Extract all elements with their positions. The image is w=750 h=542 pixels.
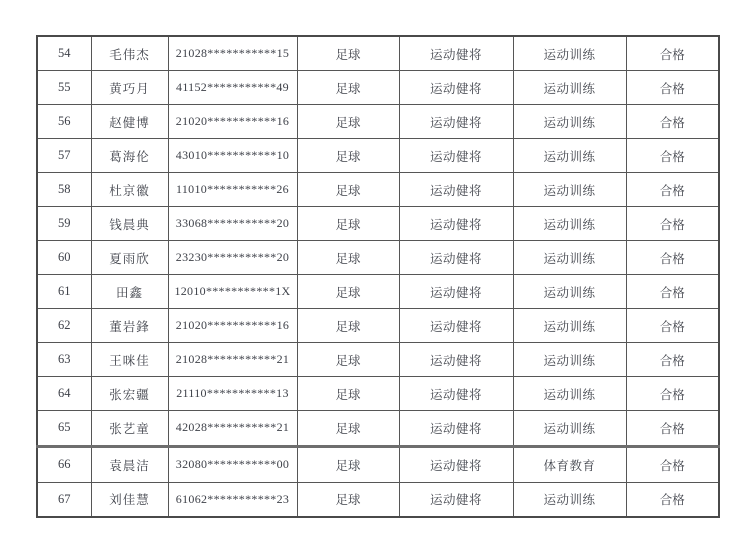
table-row bbox=[37, 309, 719, 343]
cell-athlete-level: 运动健将 bbox=[399, 343, 513, 377]
cell-athlete-level: 运动健将 bbox=[399, 446, 513, 482]
cell-athlete-level: 运动健将 bbox=[399, 139, 513, 173]
cell-athlete-level: 运动健将 bbox=[399, 241, 513, 275]
cell-major: 运动训练 bbox=[513, 411, 626, 447]
cell-major: 运动训练 bbox=[513, 241, 626, 275]
table-row bbox=[37, 446, 719, 482]
athlete-roster-table bbox=[36, 35, 720, 518]
table-row bbox=[37, 482, 719, 517]
cell-result: 合格 bbox=[626, 343, 719, 377]
cell-major: 运动训练 bbox=[513, 71, 626, 105]
cell-result: 合格 bbox=[626, 139, 719, 173]
cell-id-number: 61062***********23 bbox=[168, 482, 297, 517]
cell-id-number: 32080***********00 bbox=[168, 446, 297, 482]
table-body bbox=[37, 36, 719, 517]
table-row bbox=[37, 105, 719, 139]
cell-row-number: 64 bbox=[37, 377, 91, 411]
cell-sport: 足球 bbox=[297, 105, 399, 139]
cell-id-number: 42028***********21 bbox=[168, 411, 297, 447]
cell-id-number: 21020***********16 bbox=[168, 105, 297, 139]
table-row bbox=[37, 139, 719, 173]
cell-major: 运动训练 bbox=[513, 275, 626, 309]
cell-major: 运动训练 bbox=[513, 105, 626, 139]
cell-major: 运动训练 bbox=[513, 173, 626, 207]
table-row bbox=[37, 207, 719, 241]
cell-row-number: 59 bbox=[37, 207, 91, 241]
cell-athlete-name: 毛伟杰 bbox=[91, 36, 168, 71]
cell-row-number: 56 bbox=[37, 105, 91, 139]
table-row bbox=[37, 411, 719, 447]
cell-athlete-level: 运动健将 bbox=[399, 105, 513, 139]
cell-row-number: 63 bbox=[37, 343, 91, 377]
cell-athlete-level: 运动健将 bbox=[399, 411, 513, 447]
cell-row-number: 57 bbox=[37, 139, 91, 173]
cell-athlete-name: 钱晨典 bbox=[91, 207, 168, 241]
cell-athlete-level: 运动健将 bbox=[399, 207, 513, 241]
cell-athlete-level: 运动健将 bbox=[399, 275, 513, 309]
cell-id-number: 43010***********10 bbox=[168, 139, 297, 173]
cell-sport: 足球 bbox=[297, 36, 399, 71]
cell-sport: 足球 bbox=[297, 343, 399, 377]
cell-major: 运动训练 bbox=[513, 377, 626, 411]
cell-major: 运动训练 bbox=[513, 309, 626, 343]
cell-major: 运动训练 bbox=[513, 482, 626, 517]
cell-row-number: 54 bbox=[37, 36, 91, 71]
cell-athlete-level: 运动健将 bbox=[399, 309, 513, 343]
table-row bbox=[37, 241, 719, 275]
cell-sport: 足球 bbox=[297, 377, 399, 411]
table-row bbox=[37, 173, 719, 207]
cell-athlete-name: 杜京徽 bbox=[91, 173, 168, 207]
cell-result: 合格 bbox=[626, 411, 719, 447]
cell-id-number: 23230***********20 bbox=[168, 241, 297, 275]
cell-athlete-name: 黄巧月 bbox=[91, 71, 168, 105]
cell-major: 运动训练 bbox=[513, 207, 626, 241]
cell-sport: 足球 bbox=[297, 482, 399, 517]
cell-athlete-name: 袁晨洁 bbox=[91, 446, 168, 482]
table-row bbox=[37, 275, 719, 309]
cell-id-number: 21110***********13 bbox=[168, 377, 297, 411]
cell-id-number: 12010***********1X bbox=[168, 275, 297, 309]
cell-sport: 足球 bbox=[297, 275, 399, 309]
cell-row-number: 66 bbox=[37, 446, 91, 482]
cell-athlete-name: 董岩鋒 bbox=[91, 309, 168, 343]
cell-result: 合格 bbox=[626, 207, 719, 241]
cell-major: 运动训练 bbox=[513, 139, 626, 173]
table-row bbox=[37, 36, 719, 71]
cell-result: 合格 bbox=[626, 309, 719, 343]
cell-sport: 足球 bbox=[297, 139, 399, 173]
cell-sport: 足球 bbox=[297, 446, 399, 482]
cell-athlete-name: 刘佳慧 bbox=[91, 482, 168, 517]
cell-athlete-level: 运动健将 bbox=[399, 482, 513, 517]
cell-result: 合格 bbox=[626, 173, 719, 207]
cell-id-number: 11010***********26 bbox=[168, 173, 297, 207]
table-row bbox=[37, 71, 719, 105]
cell-row-number: 60 bbox=[37, 241, 91, 275]
cell-sport: 足球 bbox=[297, 207, 399, 241]
roster-table-container bbox=[36, 35, 720, 518]
cell-row-number: 62 bbox=[37, 309, 91, 343]
cell-result: 合格 bbox=[626, 105, 719, 139]
cell-athlete-name: 张艺童 bbox=[91, 411, 168, 447]
cell-id-number: 21020***********16 bbox=[168, 309, 297, 343]
cell-id-number: 41152***********49 bbox=[168, 71, 297, 105]
cell-row-number: 58 bbox=[37, 173, 91, 207]
cell-athlete-level: 运动健将 bbox=[399, 71, 513, 105]
cell-row-number: 65 bbox=[37, 411, 91, 447]
cell-id-number: 21028***********15 bbox=[168, 36, 297, 71]
table-row bbox=[37, 377, 719, 411]
cell-athlete-name: 田鑫 bbox=[91, 275, 168, 309]
cell-result: 合格 bbox=[626, 241, 719, 275]
cell-id-number: 21028***********21 bbox=[168, 343, 297, 377]
cell-result: 合格 bbox=[626, 482, 719, 517]
cell-athlete-level: 运动健将 bbox=[399, 36, 513, 71]
cell-sport: 足球 bbox=[297, 411, 399, 447]
cell-major: 体育教育 bbox=[513, 446, 626, 482]
cell-result: 合格 bbox=[626, 71, 719, 105]
cell-row-number: 67 bbox=[37, 482, 91, 517]
cell-athlete-level: 运动健将 bbox=[399, 173, 513, 207]
cell-result: 合格 bbox=[626, 275, 719, 309]
cell-athlete-level: 运动健将 bbox=[399, 377, 513, 411]
cell-athlete-name: 葛海伦 bbox=[91, 139, 168, 173]
table-row bbox=[37, 343, 719, 377]
cell-athlete-name: 赵健博 bbox=[91, 105, 168, 139]
cell-row-number: 55 bbox=[37, 71, 91, 105]
cell-result: 合格 bbox=[626, 446, 719, 482]
cell-athlete-name: 夏雨欣 bbox=[91, 241, 168, 275]
cell-sport: 足球 bbox=[297, 71, 399, 105]
cell-sport: 足球 bbox=[297, 173, 399, 207]
cell-sport: 足球 bbox=[297, 241, 399, 275]
cell-result: 合格 bbox=[626, 377, 719, 411]
cell-athlete-name: 王咪佳 bbox=[91, 343, 168, 377]
cell-sport: 足球 bbox=[297, 309, 399, 343]
cell-major: 运动训练 bbox=[513, 36, 626, 71]
cell-major: 运动训练 bbox=[513, 343, 626, 377]
cell-athlete-name: 张宏疆 bbox=[91, 377, 168, 411]
cell-id-number: 33068***********20 bbox=[168, 207, 297, 241]
cell-row-number: 61 bbox=[37, 275, 91, 309]
cell-result: 合格 bbox=[626, 36, 719, 71]
